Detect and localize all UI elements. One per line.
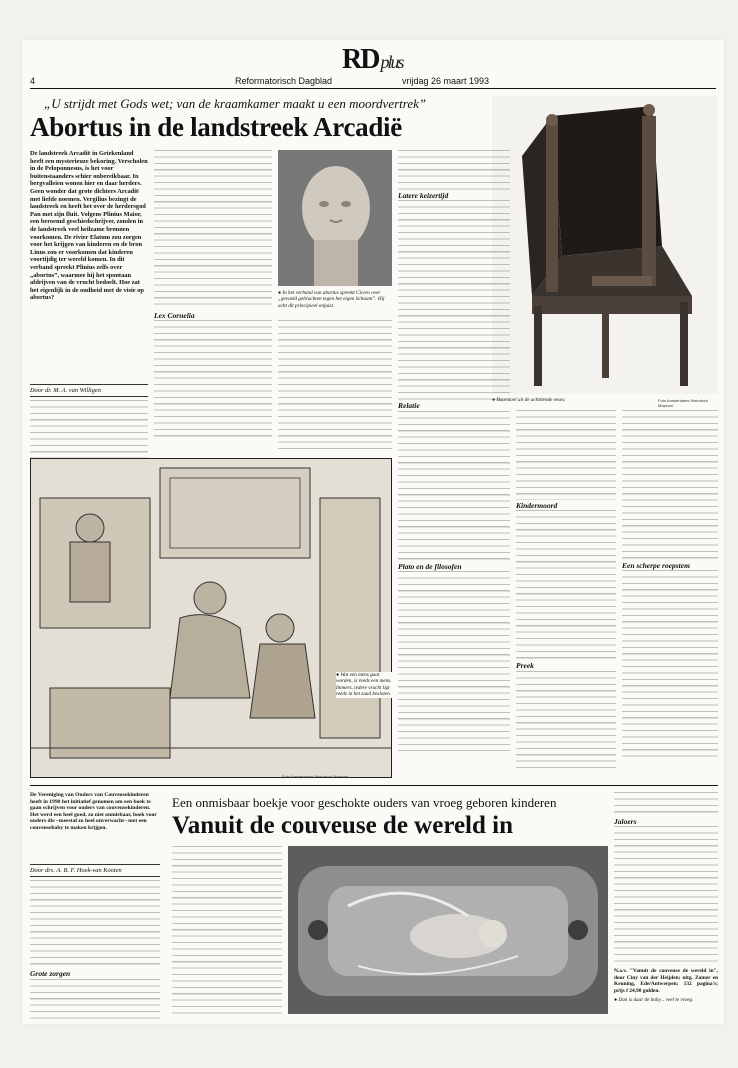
body-text — [30, 880, 160, 966]
rd-plus-logo: RD plus — [342, 44, 403, 75]
book-info: N.a.v. "Vanuit de couveuse de wereld in", door Ciny van der Heijden; uitg. Zomer en Keuning, Ede/Antwerpen; 132 pagina's; prijs f 24,90 gulden. — [614, 968, 718, 994]
chair-photo — [492, 96, 718, 394]
subhead-latere-keizertijd: Latere keizertijd — [398, 191, 449, 200]
body-column-4 — [398, 150, 510, 780]
issue-date: vrijdag 26 maart 1993 — [402, 76, 490, 86]
subhead-preek: Preek — [516, 661, 534, 671]
cicero-bust-photo — [278, 150, 392, 286]
subhead-jaloers: Jaloers — [614, 817, 637, 826]
subhead-plato: Plato en de filosofen — [398, 561, 462, 571]
chair-credit: Foto Amsterdams Historisch Museum — [658, 398, 709, 408]
article-headline: Abortus in de landstreek Arcadië — [30, 112, 402, 142]
newspaper-name: Reformatorisch Dagblad — [235, 76, 333, 86]
newspaper-page — [22, 40, 724, 1024]
article-byline: Door dr. M. A. van Willigen — [30, 384, 148, 397]
couveuse-body-right — [614, 792, 718, 1018]
body-column-2 — [154, 150, 272, 450]
couveuse-body-1 — [172, 846, 282, 1018]
body-column-5 — [516, 410, 616, 780]
subhead-grote-zorgen: Grote zorgen — [30, 969, 71, 978]
couveuse-kicker: Een onmisbaar boekje voor geschokte ouders van vroeg geboren kinderen — [172, 795, 557, 810]
couveuse-caption: ● Dan is daar de baby... veel te vroeg. — [614, 997, 694, 1004]
article-lead: De landstreek Arcadië in Griekenland heeft een mysterieuze bekoring. Verscholen in de Peloponnesus, is het voor buitenstaanders schier onbereikbaar. In bergvalleien wonen hier en daar herders. Geen wonder dat grote dichters Arcadië met liefde noemen. Vergilius bezingt de landstreek en heeft het over de herdersgod Pan met zijn fluit. Volgens Plinius Maior, een beroemd geschiedschrijver, zonden in de landstreek veel heilzame bronnen voorkomen. De rivier Elatum zou zorgen voor het krijgen van kinderen en de bron Linus zou er voorkomen dat kinderen voortijdig ter wereld komen. In dit verband spreekt Plinius zelfs over „abortus”, waarmee hij het spontaan afdrijven van de vrucht bedoelt. Hoe zat het eigenlijk in de oudheid met de visie op abortus? — [30, 150, 148, 302]
woodcut-caption: ● Wat een mens gaat worden, is reeds een mens. Immers, iedere vrucht ligt reeds in het zaad besloten. — [336, 672, 392, 698]
body-text — [30, 979, 160, 1019]
page-number: 4 — [30, 76, 36, 86]
woodcut-credit: Foto Amsterdams Historisch Museum — [282, 774, 349, 779]
body-column-3 — [278, 320, 392, 450]
subhead-lex-cornelia: Lex Cornelia — [154, 311, 195, 320]
couveuse-intro: De Vereniging van Ouders van Couveusekinderen heeft in 1990 het initiatief genomen om een boek te gaan schrijven voor ouders van couveusekinderen. Het werd een heel goed, zo niet onmisbaar, boek voor ouders die –meestal zo heel onverwacht– met een couveusebaby te maken krijgen. — [30, 792, 157, 831]
section-divider — [30, 785, 718, 786]
body-column-6 — [622, 410, 718, 780]
couveuse-headline: Vanuit de couveuse de wereld in — [172, 812, 514, 839]
body-text — [30, 400, 148, 460]
page-header — [30, 74, 716, 89]
chair-caption: ● Baarstoel uit de achttiende eeuw. — [492, 397, 566, 403]
woodcut-illustration — [30, 458, 392, 778]
subhead-kindermoord: Kindermoord — [516, 501, 558, 510]
subhead-scherpe-roepstem: Een scherpe roepstem — [622, 561, 690, 570]
couveuse-photo — [288, 846, 608, 1014]
bust-caption: ● In het verband van abortus spreekt Cicero over „gevoeld gebrachten tegen het eigen lichaam”. Hij acht dit principieel onjuist. — [278, 290, 385, 309]
couveuse-byline: Door drs. A. B. F. Hoek-van Kooten — [30, 864, 160, 877]
article-kicker: „U strijdt met Gods wet; van de kraamkamer maakt u een moordvertrek” — [44, 96, 427, 111]
subhead-relatie: Relatie — [398, 401, 420, 411]
